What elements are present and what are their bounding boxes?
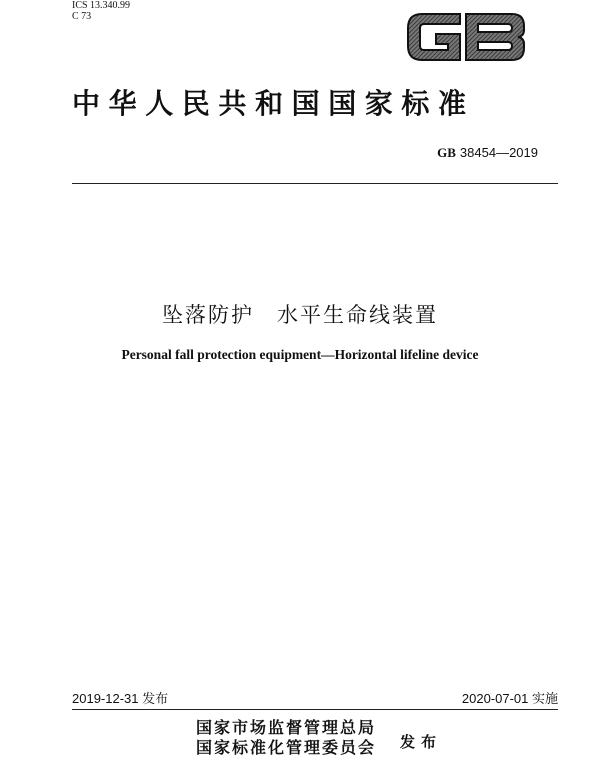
title-chinese: 坠落防护 水平生命线装置	[162, 303, 438, 327]
national-standard-heading: 中华人民共和国国家标准	[72, 87, 475, 120]
issuer-line-1: 国家市场监督管理总局	[196, 718, 377, 737]
header-divider	[72, 183, 558, 184]
classification-codes	[72, 0, 130, 22]
issuer-line-2: 国家标准化管理委员会	[196, 738, 377, 757]
release-date: 2019-12-31 发布	[72, 691, 169, 706]
ccs-code: C 73	[72, 11, 92, 22]
standard-prefix: GB	[437, 145, 456, 160]
implement-date: 2020-07-01 实施	[461, 691, 558, 706]
issuing-authorities	[196, 718, 376, 758]
ics-code: ICS 13.340.99	[72, 0, 131, 11]
gb-logo	[404, 8, 528, 66]
issue-label: 发布	[400, 733, 443, 751]
title-english: Personal fall protection equipment—Horizontal lifeline device	[121, 347, 479, 362]
standard-code: 38454—2019	[459, 145, 538, 160]
footer-divider	[72, 709, 558, 710]
standard-number	[437, 145, 538, 161]
